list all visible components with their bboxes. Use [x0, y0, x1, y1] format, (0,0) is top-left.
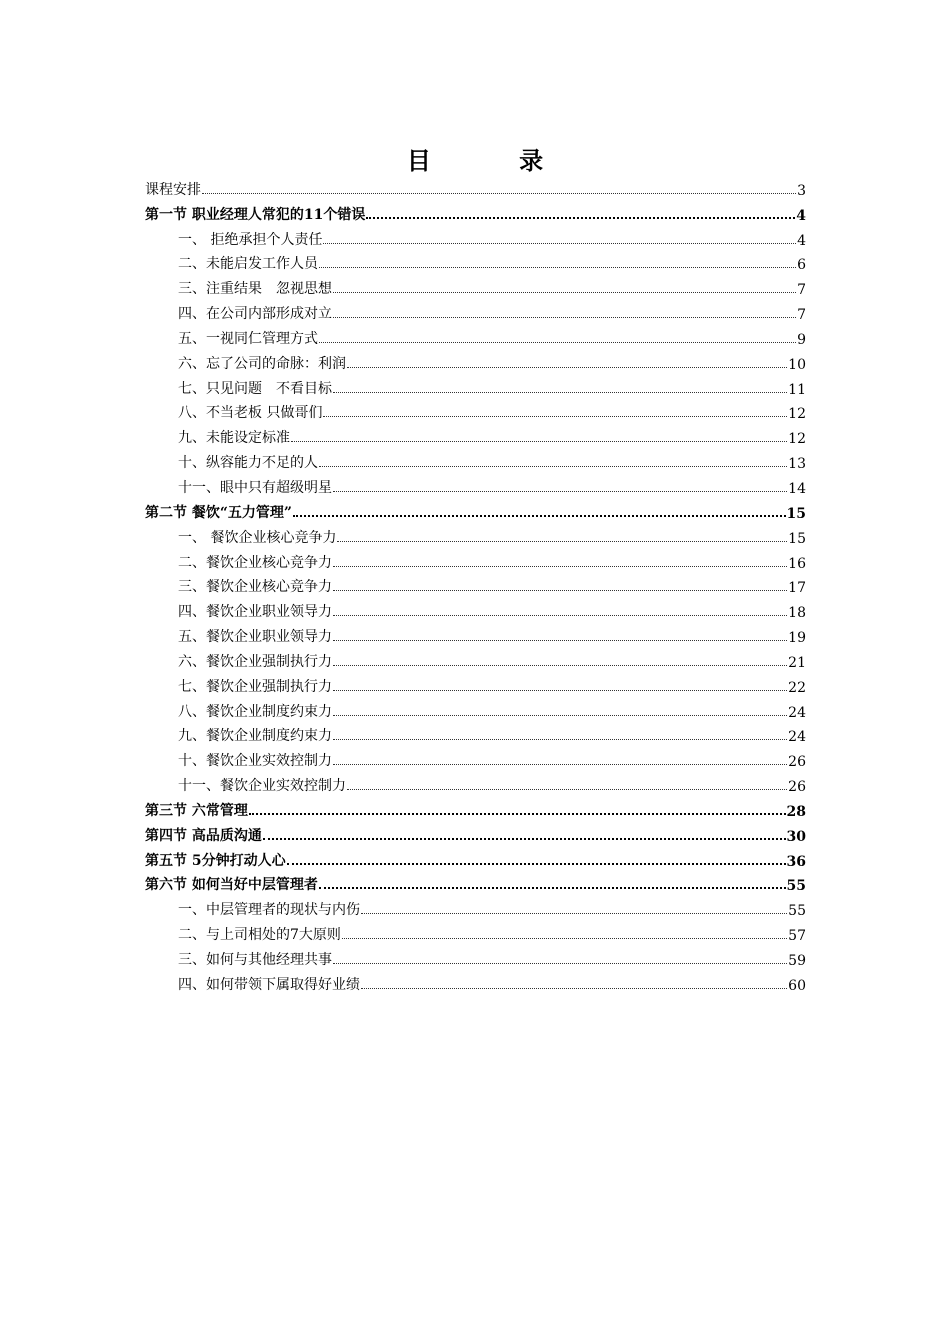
toc-entry-page-number: 14	[788, 480, 806, 497]
toc-entry-page-number: 13	[788, 456, 806, 473]
dot-leader	[342, 937, 787, 939]
dot-leader	[333, 391, 787, 393]
toc-entry[interactable]	[145, 398, 806, 423]
dot-leader	[347, 788, 787, 790]
toc-entry[interactable]	[145, 919, 806, 944]
dot-leader	[333, 565, 787, 567]
toc-entry[interactable]	[145, 596, 806, 621]
dot-leader	[333, 316, 796, 318]
toc-entry[interactable]	[145, 671, 806, 696]
toc-entry-label: 一、 餐饮企业核心竞争力	[178, 529, 337, 546]
toc-entry-page-number: 15	[788, 530, 806, 547]
toc-entry[interactable]	[145, 224, 806, 249]
toc-entry-label: 八、餐饮企业制度约束力	[178, 703, 332, 720]
dot-leader	[333, 639, 787, 641]
dot-leader	[333, 490, 787, 492]
toc-entry-label: 第三节 六常管理	[145, 802, 248, 819]
toc-entry-label: 二、与上司相处的7大原则	[178, 927, 341, 944]
toc-entry[interactable]	[145, 721, 806, 746]
toc-entry[interactable]	[145, 199, 806, 224]
toc-entry-page-number: 12	[788, 431, 806, 448]
toc-entry-label: 七、只见问题 不看目标	[178, 380, 332, 397]
toc-entry[interactable]	[145, 348, 806, 373]
toc-entry-page-number: 15	[786, 505, 806, 522]
dot-leader	[319, 341, 796, 343]
toc-entry[interactable]	[145, 249, 806, 274]
toc-entry-label: 第一节 职业经理人常犯的11个错误	[145, 206, 366, 223]
toc-entry-label: 六、餐饮企业强制执行力	[178, 653, 332, 670]
toc-entry-label: 一、 拒绝承担个人责任	[178, 231, 323, 248]
toc-entry[interactable]	[145, 323, 806, 348]
dot-leader	[333, 614, 787, 616]
dot-leader	[263, 837, 786, 840]
toc-entry[interactable]	[145, 944, 806, 969]
toc-entry-page-number: 36	[786, 853, 806, 870]
toc-entry-label: 第四节 高品质沟通	[145, 827, 262, 844]
toc-entry[interactable]	[145, 447, 806, 472]
toc-entry[interactable]	[145, 472, 806, 497]
toc-entry[interactable]	[145, 422, 806, 447]
toc-entry-page-number: 11	[788, 381, 806, 398]
toc-entry-page-number: 30	[786, 828, 806, 845]
toc-entry-label: 第五节 5分钟打动人心	[145, 852, 286, 869]
dot-leader	[333, 664, 787, 666]
toc-entry-label: 四、在公司内部形成对立	[178, 306, 332, 323]
toc-entry-label: 四、如何带领下属取得好业绩	[178, 976, 360, 993]
toc-entry-label: 十、纵容能力不足的人	[178, 455, 318, 472]
toc-entry[interactable]	[145, 646, 806, 671]
toc-entry[interactable]	[145, 870, 806, 895]
dot-leader	[202, 192, 796, 194]
toc-entry-page-number: 22	[788, 679, 806, 696]
toc-entry-page-number: 17	[788, 580, 806, 597]
toc-entry-page-number: 4	[796, 207, 806, 224]
toc-entry-page-number: 60	[788, 977, 806, 994]
dot-leader	[361, 987, 787, 989]
toc-entry-page-number: 4	[797, 232, 806, 249]
toc-entry[interactable]	[145, 547, 806, 572]
dot-leader	[287, 862, 786, 865]
dot-leader	[333, 738, 787, 740]
toc-entry-label: 十一、餐饮企业实效控制力	[178, 778, 346, 795]
toc-entry-label: 一、中层管理者的现状与内伤	[178, 902, 360, 919]
toc-entry-page-number: 55	[788, 903, 806, 920]
toc-entry[interactable]	[145, 770, 806, 795]
dot-leader	[333, 589, 787, 591]
toc-entry-page-number: 24	[788, 704, 806, 721]
toc-entry-page-number: 3	[797, 182, 806, 199]
toc-entry-label: 第二节 餐饮“五力管理”	[145, 504, 292, 521]
toc-entry-label: 九、餐饮企业制度约束力	[178, 728, 332, 745]
toc-entry-label: 第六节 如何当好中层管理者	[145, 877, 318, 894]
dot-leader	[249, 812, 786, 815]
dot-leader	[333, 714, 787, 716]
toc-entry[interactable]	[145, 497, 806, 522]
toc-entry-page-number: 19	[788, 630, 806, 647]
toc-entry-label: 二、餐饮企业核心竞争力	[178, 554, 332, 571]
toc-entry[interactable]	[145, 894, 806, 919]
toc-entry[interactable]	[145, 572, 806, 597]
toc-entry-label: 七、餐饮企业强制执行力	[178, 678, 332, 695]
toc-entry[interactable]	[145, 373, 806, 398]
toc-entry-label: 三、餐饮企业核心竞争力	[178, 579, 332, 596]
toc-entry[interactable]	[145, 621, 806, 646]
toc-entry-page-number: 6	[797, 257, 806, 274]
dot-leader	[333, 291, 796, 293]
toc-entry[interactable]	[145, 745, 806, 770]
dot-leader	[347, 366, 787, 368]
toc-entry[interactable]	[145, 969, 806, 994]
dot-leader	[323, 415, 787, 417]
toc-entry-label: 六、忘了公司的命脉：利润	[178, 355, 346, 372]
toc-entry-page-number: 21	[788, 654, 806, 671]
toc-entry-page-number: 26	[788, 754, 806, 771]
toc-entry-label: 四、餐饮企业职业领导力	[178, 604, 332, 621]
dot-leader	[319, 886, 786, 889]
toc-entry[interactable]	[145, 696, 806, 721]
toc-entry-page-number: 18	[788, 605, 806, 622]
toc-entry-page-number: 16	[788, 555, 806, 572]
toc-entry-label: 十、餐饮企业实效控制力	[178, 753, 332, 770]
dot-leader	[366, 216, 795, 219]
toc-entry[interactable]	[145, 273, 806, 298]
toc-title: 目 录	[406, 146, 584, 175]
toc-entry[interactable]	[145, 174, 806, 199]
dot-leader	[333, 962, 787, 964]
toc-entry-label: 九、未能设定标准	[178, 430, 290, 447]
toc-entry-page-number: 57	[788, 928, 806, 945]
toc-entry-page-number: 28	[786, 803, 806, 820]
toc-entry[interactable]	[145, 795, 806, 820]
toc-entry-label: 课程安排	[145, 181, 201, 198]
dot-leader	[333, 689, 787, 691]
toc-entry-label: 十一、眼中只有超级明星	[178, 479, 332, 496]
toc-entry-page-number: 26	[788, 779, 806, 796]
dot-leader	[319, 266, 796, 268]
table-of-contents	[145, 174, 806, 994]
toc-entry-label: 五、一视同仁管理方式	[178, 330, 318, 347]
dot-leader	[291, 440, 787, 442]
toc-entry-page-number: 24	[788, 729, 806, 746]
toc-entry[interactable]	[145, 298, 806, 323]
toc-entry-label: 八、不当老板 只做哥们	[178, 405, 323, 422]
toc-entry-page-number: 7	[797, 307, 806, 324]
toc-entry[interactable]	[145, 845, 806, 870]
dot-leader	[323, 242, 796, 244]
dot-leader	[333, 763, 787, 765]
toc-entry-label: 三、注重结果 忽视思想	[178, 281, 332, 298]
toc-entry[interactable]	[145, 522, 806, 547]
toc-entry[interactable]	[145, 820, 806, 845]
toc-entry-label: 二、未能启发工作人员	[178, 256, 318, 273]
dot-leader	[361, 912, 787, 914]
toc-entry-page-number: 7	[797, 282, 806, 299]
toc-entry-page-number: 9	[797, 331, 806, 348]
dot-leader	[319, 465, 787, 467]
toc-entry-page-number: 59	[788, 953, 806, 969]
dot-leader	[293, 514, 786, 517]
toc-entry-label: 五、餐饮企业职业领导力	[178, 629, 332, 646]
dot-leader	[337, 540, 787, 542]
toc-entry-label: 三、如何与其他经理共事	[178, 952, 332, 968]
toc-entry-page-number: 55	[786, 878, 806, 895]
toc-entry-page-number: 10	[788, 356, 806, 373]
toc-entry-page-number: 12	[788, 406, 806, 423]
